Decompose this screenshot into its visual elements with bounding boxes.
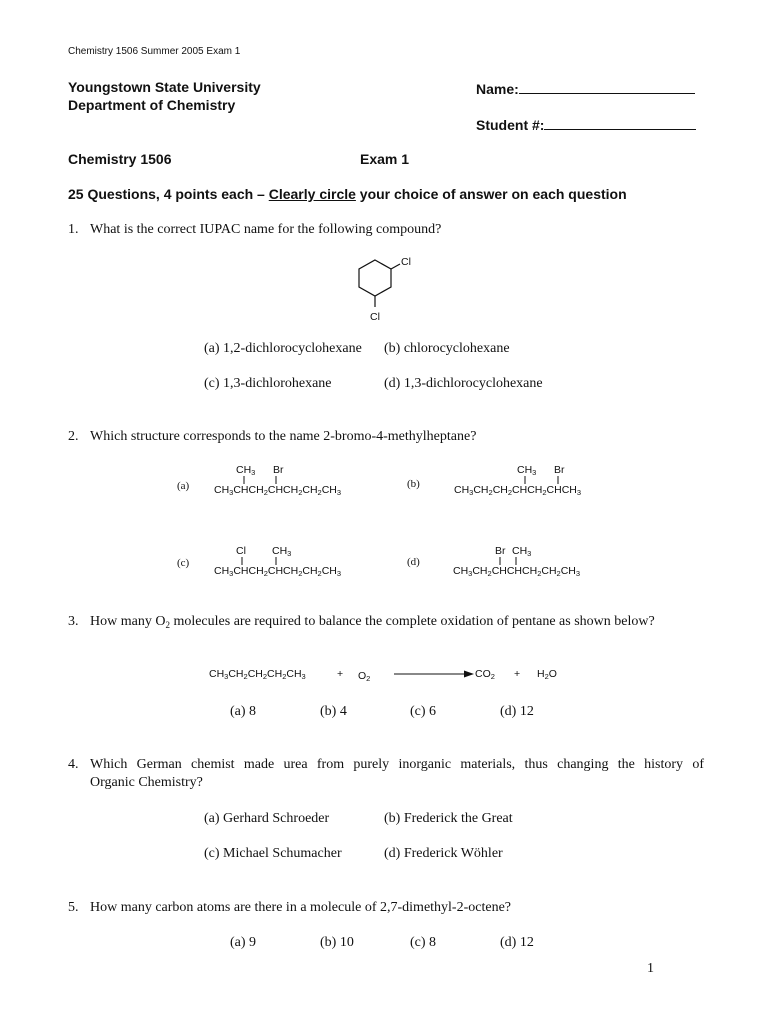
q2-d-bromo-substituent: Br bbox=[495, 545, 506, 557]
q4-option-c[interactable]: (c) Michael Schumacher bbox=[204, 846, 342, 861]
name-label: Name: bbox=[476, 81, 519, 97]
q1-option-d[interactable]: (d) 1,3-dichlorocyclohexane bbox=[384, 376, 543, 391]
course-title: Chemistry 1506 bbox=[68, 151, 172, 167]
instructions-pre: 25 Questions, 4 points each – bbox=[68, 186, 269, 202]
q1-option-a[interactable]: (a) 1,2-dichlorocyclohexane bbox=[204, 341, 362, 356]
q2-b-methyl-substituent: $CH_3$ bbox=[517, 464, 537, 477]
q4-option-d[interactable]: (d) Frederick Wöhler bbox=[384, 846, 503, 861]
department-name: Department of Chemistry bbox=[68, 97, 236, 113]
q2-a-methyl-substituent: $CH_3$ bbox=[236, 464, 256, 477]
q3-option-a[interactable]: (a) 8 bbox=[230, 704, 257, 719]
q4-option-b[interactable]: (b) Frederick the Great bbox=[384, 811, 513, 826]
name-blank-line bbox=[519, 79, 695, 94]
q2-option-a-label[interactable]: (a) bbox=[177, 480, 190, 492]
q3-oxygen: $O_2$ bbox=[358, 670, 371, 683]
q5-option-a[interactable]: (a) 9 bbox=[230, 935, 257, 950]
question-1-number: 1. bbox=[68, 222, 79, 237]
q2-option-c-label[interactable]: (c) bbox=[177, 557, 190, 569]
reaction-arrow-icon bbox=[394, 668, 476, 680]
question-3-number: 3. bbox=[68, 614, 79, 629]
q2-c-methyl-substituent: $CH_3$ bbox=[272, 545, 292, 558]
student-number-blank-line bbox=[544, 115, 696, 130]
q3-water: $H_2O$ bbox=[537, 668, 557, 681]
running-title: Chemistry 1506 Summer 2005 Exam 1 bbox=[68, 46, 241, 57]
q1-chlorine-bottom: Cl bbox=[370, 311, 380, 323]
q2-b-main-chain: $CH_3CH_2CH_2CHCH_2CHCH_3$ bbox=[454, 484, 582, 497]
q2-c-chloro-substituent: Cl bbox=[236, 545, 246, 557]
q5-option-d[interactable]: (d) 12 bbox=[500, 935, 534, 950]
dichlorocyclohexane-structure bbox=[340, 250, 430, 330]
university-name: Youngstown State University bbox=[68, 79, 261, 95]
q1-chlorine-top: Cl bbox=[401, 256, 411, 268]
exam-title: Exam 1 bbox=[360, 151, 410, 167]
q3-option-c[interactable]: (c) 6 bbox=[410, 704, 437, 719]
q2-d-methyl-substituent: $CH_3$ bbox=[512, 545, 532, 558]
q3-plus-1: + bbox=[337, 668, 344, 680]
bond-to-cl-top bbox=[391, 264, 400, 269]
q5-option-c[interactable]: (c) 8 bbox=[410, 935, 437, 950]
q3-option-b[interactable]: (b) 4 bbox=[320, 704, 347, 719]
question-2-number: 2. bbox=[68, 429, 79, 444]
q2-a-main-chain: $CH_3CHCH_2CHCH_2CH_2CH_3$ bbox=[214, 484, 342, 497]
q2-a-bromo-substituent: Br bbox=[273, 464, 284, 476]
q2-a-substituent-bonds bbox=[240, 476, 290, 484]
q1-option-b[interactable]: (b) chlorocyclohexane bbox=[384, 341, 510, 356]
q2-b-substituent-bonds bbox=[520, 476, 570, 484]
question-5-text: How many carbon atoms are there in a molecule of 2,7-dimethyl-2-octene? bbox=[90, 900, 512, 915]
question-4 bbox=[68, 756, 704, 792]
q3-carbon-dioxide: $CO_2$ bbox=[475, 668, 495, 681]
instructions-emphasis: Clearly circle bbox=[268, 186, 356, 202]
question-3-text: How many $O_2$ molecules are required to balance the complete oxidation of pentane as shown below? bbox=[90, 614, 655, 630]
question-4-text-line-2: Organic Chemistry? bbox=[90, 775, 203, 790]
q5-option-b[interactable]: (b) 10 bbox=[320, 935, 354, 950]
student-number-label: Student #: bbox=[476, 117, 545, 133]
q1-option-c[interactable]: (c) 1,3-dichlorohexane bbox=[204, 376, 332, 391]
page-number: 1 bbox=[647, 961, 654, 976]
q3-plus-2: + bbox=[514, 668, 521, 680]
q2-option-b-label[interactable]: (b) bbox=[407, 478, 420, 490]
question-4-number: 4. bbox=[68, 757, 79, 772]
name-field bbox=[476, 79, 695, 97]
q2-d-substituent-bonds bbox=[495, 557, 525, 565]
instructions bbox=[68, 186, 627, 202]
q2-d-main-chain: $CH_3CH_2CHCHCH_2CH_2CH_3$ bbox=[453, 565, 581, 578]
cyclohexane-ring bbox=[359, 260, 391, 296]
question-5-number: 5. bbox=[68, 900, 79, 915]
question-4-line-1 bbox=[68, 756, 704, 774]
q4-option-a[interactable]: (a) Gerhard Schroeder bbox=[204, 811, 330, 826]
question-2-text: Which structure corresponds to the name 2-bromo-4-methylheptane? bbox=[90, 429, 477, 444]
instructions-post: your choice of answer on each question bbox=[355, 186, 627, 202]
q2-c-main-chain: $CH_3CHCH_2CHCH_2CH_2CH_3$ bbox=[214, 565, 342, 578]
q2-option-d-label[interactable]: (d) bbox=[407, 556, 420, 568]
q2-c-substituent-bonds bbox=[238, 557, 288, 565]
student-number-field bbox=[476, 115, 696, 133]
q2-b-bromo-substituent: Br bbox=[554, 464, 565, 476]
question-4-text-line-1: Which German chemist made urea from purely inorganic materials, thus changing the history of bbox=[90, 757, 704, 772]
q3-option-d[interactable]: (d) 12 bbox=[500, 704, 534, 719]
question-1-text: What is the correct IUPAC name for the following compound? bbox=[90, 222, 442, 237]
q3-pentane-formula: $CH_3CH_2CH_2CH_2CH_3$ bbox=[209, 668, 306, 681]
